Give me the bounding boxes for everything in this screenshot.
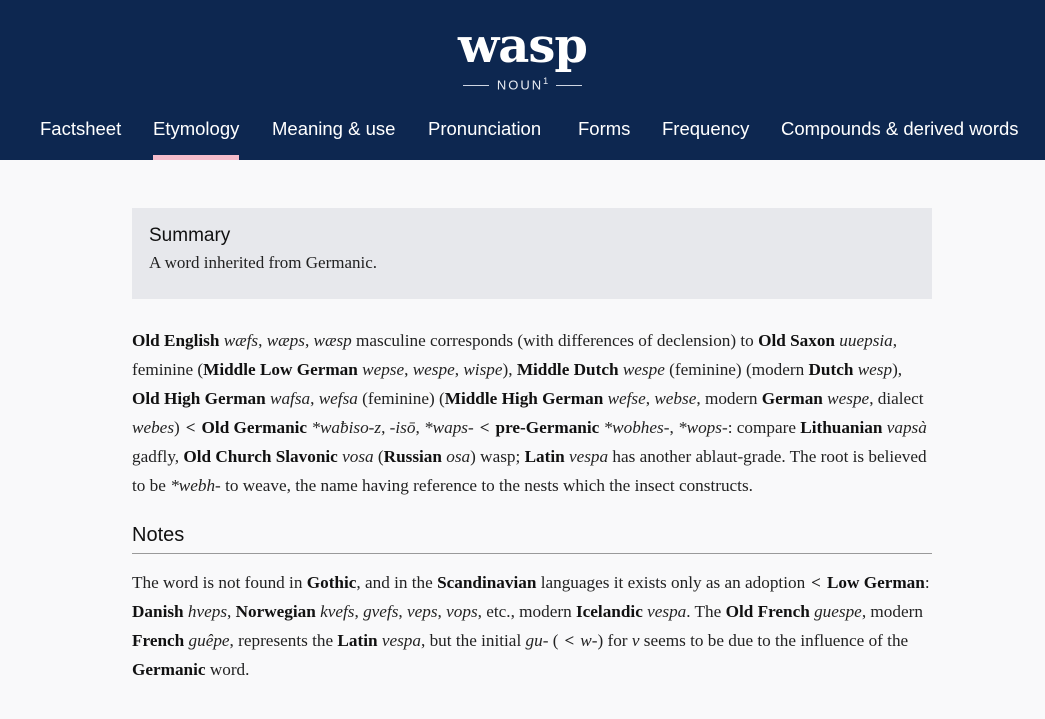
word-form: gvefs [363, 602, 399, 621]
word-form: *waps- [424, 418, 474, 437]
derived-from-symbol: < [564, 631, 575, 650]
word-form: wafsa [270, 389, 311, 408]
language-label[interactable]: Old French [725, 602, 810, 621]
word-form: osa [446, 447, 471, 466]
language-label[interactable]: pre-Germanic [495, 418, 600, 437]
language-label[interactable]: Old High German [132, 389, 266, 408]
etymology-text: wasp; [480, 447, 521, 466]
word-form: w- [580, 631, 598, 650]
etymology-text: dialect [877, 389, 924, 408]
notes-text: seems to be due to the influence of the [643, 631, 909, 650]
etymology-paragraph: Old English wæfs, wæps, wæsp masculine corresponds (with differences of declension) to Old Saxon uuepsia, feminine (Middle Low German wepse, wespe, wispe), Middle Dutch wespe (feminine) (modern Dutch wesp), Old High German wafsa, wefsa (feminine) (Middle High German wefse, webse, modern German wespe, dialect webes) < Old Germanic *waƀiso-z, -isō, *waps- < pre-Germanic *wobhes-, *wops-: compare Lithuanian vapsà gadfly, Old Church Slavonic vosa (Russian osa) wasp; Latin vespa has another ablaut-grade. The root is believed to be *webh- to weave, the name having reference to the nests which the insect constructs. [132, 331, 927, 495]
notes-text: etc., modern [486, 602, 572, 621]
part-of-speech [0, 76, 1045, 92]
tab-frequency[interactable]: Frequency [662, 118, 750, 139]
etymology-section [132, 208, 932, 684]
pos-label: NOUN [496, 77, 544, 93]
language-label[interactable]: Germanic [132, 660, 206, 679]
word-form: wespe [412, 360, 455, 379]
etymology-text: masculine corresponds (with differences of declension) to [356, 331, 754, 350]
summary-heading: Summary [149, 225, 231, 246]
word-form: wæps [266, 331, 305, 350]
pos-rule-right [556, 85, 582, 86]
word-form: vapsà [886, 418, 927, 437]
language-label[interactable]: Old Germanic [201, 418, 308, 437]
language-label[interactable]: Old English [132, 331, 220, 350]
word-form: vespa [381, 631, 421, 650]
language-label[interactable]: Latin [524, 447, 565, 466]
language-label[interactable]: Middle Dutch [516, 360, 619, 379]
word-form: *webh- [170, 476, 221, 495]
word-form: *wops- [678, 418, 728, 437]
etymology-text: feminine [132, 360, 194, 379]
tab-meaning-and-use[interactable]: Meaning & use [272, 118, 396, 139]
word-form: gu- [525, 631, 549, 650]
language-label[interactable]: German [761, 389, 823, 408]
language-label[interactable]: Middle High German [444, 389, 604, 408]
word-form: kvefs [320, 602, 355, 621]
etymology-text: gadfly, [132, 447, 180, 466]
word-form: wepse [362, 360, 405, 379]
word-form: wefse [607, 389, 646, 408]
language-label[interactable]: French [132, 631, 185, 650]
derived-from-symbol: < [185, 418, 196, 437]
derived-from-symbol: < [811, 573, 821, 592]
language-label[interactable]: Old Saxon [758, 331, 835, 350]
etymology-text: modern [751, 360, 805, 379]
word-form: vespa [568, 447, 609, 466]
word-form: webes [132, 418, 175, 437]
word-form: wæsp [313, 331, 352, 350]
summary-text: A word inherited from Germanic. [149, 253, 378, 272]
word-form: wæfs [223, 331, 259, 350]
language-label[interactable]: Gothic [306, 573, 357, 592]
notes-text: represents the [238, 631, 334, 650]
tab-factsheet[interactable]: Factsheet [40, 118, 122, 139]
notes-text: The word is not found in [132, 573, 303, 592]
word-form: *wobhes- [603, 418, 670, 437]
word-form: *waƀiso-z [311, 418, 382, 437]
word-form: wefsa [318, 389, 358, 408]
entry-header [0, 0, 1045, 160]
notes-text: languages it exists only as an adoption [540, 573, 806, 592]
etymology-text: modern [704, 389, 758, 408]
etymology-text: compare [736, 418, 796, 437]
notes-paragraph: The word is not found in Gothic, and in the Scandinavian languages it exists only as an adoption < Low German: Danish hveps, Norwegian kvefs, gvefs, veps, vops, etc., modern Icelandic vespa. The Old French guespe, modern French guêpe, represents the Latin vespa, but the initial gu- ( < w-) for v seems to be due to the influence of the Germanic word. [132, 573, 930, 679]
tab-compounds-derived-words[interactable]: Compounds & derived words [781, 118, 1019, 139]
word-form: v [631, 631, 640, 650]
derived-from-symbol: < [479, 418, 490, 437]
word-form: hveps [187, 602, 228, 621]
notes-text: , but the initial [420, 631, 522, 650]
notes-heading: Notes [132, 524, 932, 554]
notes-text: . The [686, 602, 722, 621]
notes-text: , and in the [356, 573, 433, 592]
etymology-text: to weave, the name having reference to the nests which the insect constructs. [225, 476, 753, 495]
notes-text: modern [870, 602, 923, 621]
word-form: webse [654, 389, 697, 408]
notes-text: word. [209, 660, 250, 679]
word-form: vops [446, 602, 478, 621]
language-label[interactable]: Scandinavian [437, 573, 537, 592]
summary-box [132, 208, 932, 299]
word-form: wesp [857, 360, 893, 379]
language-label[interactable]: Old Church Slavonic [183, 447, 338, 466]
entry-nav [0, 118, 1045, 160]
tab-forms[interactable]: Forms [578, 118, 631, 139]
pos-rule-left [463, 85, 489, 86]
word-form: vespa [647, 602, 687, 621]
tab-etymology[interactable]: Etymology [153, 118, 239, 160]
notes-text: for [607, 631, 628, 650]
homograph-number: 1 [543, 76, 549, 86]
word-form: -isō [389, 418, 416, 437]
language-label[interactable]: Lithuanian [800, 418, 883, 437]
word-form: guespe [814, 602, 862, 621]
word-form: wespe [827, 389, 870, 408]
etymology-text: (feminine) [669, 360, 742, 379]
word-form: wispe [463, 360, 503, 379]
headword: wasp [457, 18, 587, 74]
language-label[interactable]: Dutch [808, 360, 854, 379]
word-form: veps [407, 602, 438, 621]
word-form: vosa [342, 447, 374, 466]
language-label[interactable]: Low German [826, 573, 925, 592]
word-form: uuepsia [839, 331, 893, 350]
language-label[interactable]: Middle Low German [203, 360, 358, 379]
etymology-text: (feminine) [362, 389, 435, 408]
language-label[interactable]: Icelandic [575, 602, 643, 621]
etymology-text: has another ablaut-grade. The root is believed to be [132, 447, 927, 495]
word-form: wespe [622, 360, 665, 379]
language-label[interactable]: Danish [132, 602, 184, 621]
language-label[interactable]: Norwegian [235, 602, 316, 621]
language-label[interactable]: Russian [383, 447, 442, 466]
language-label[interactable]: Latin [337, 631, 378, 650]
word-form: guêpe [188, 631, 230, 650]
tab-pronunciation[interactable]: Pronunciation [428, 118, 542, 139]
